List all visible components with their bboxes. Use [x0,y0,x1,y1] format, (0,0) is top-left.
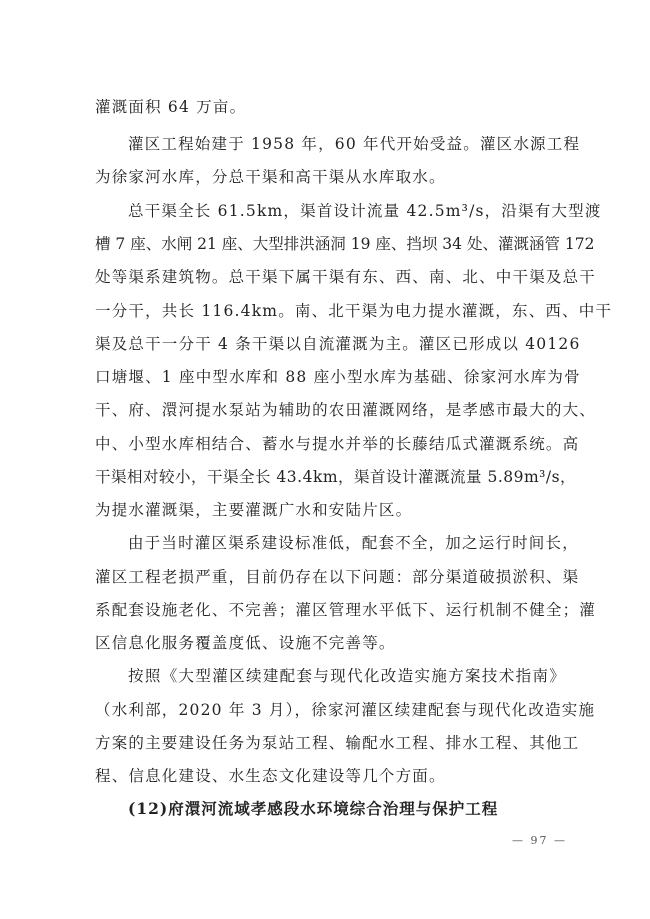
text-line: 灌溉面积 64 万亩。 [95,98,247,116]
text-line: 干、府、澴河提水泵站为辅助的农田灌溉网络，是孝感市最大的大、 [95,401,597,419]
section-heading: (12)府澴河流域孝感段水环境综合治理与保护工程 [128,799,499,818]
text-line: 槽 7 座、水闸 21 座、大型排洪涵洞 19 座、挡坝 34 处、灌溉涵管 172 [95,235,595,253]
text-line: 系配套设施老化、不完善；灌区管理水平低下、运行机制不健全；灌 [95,601,597,619]
text-line: 程、信息化建设、水生态文化建设等几个方面。 [95,767,446,785]
text-line: 口塘堰、1 座中型水库和 88 座小型水库为基础、徐家河水库为骨 [95,368,581,386]
text-line: 为提水灌溉渠，主要灌溉广水和安陆片区。 [95,501,413,519]
text-line: 灌区工程老损严重，目前仍存在以下问题：部分渠道破损淤积、渠 [95,568,580,586]
paragraph-start: 按照《大型灌区续建配套与现代化改造实施方案技术指南》 [128,667,566,685]
text-line: 区信息化服务覆盖度低、设施不完善等。 [95,634,396,652]
text-line: 渠及总干一分干 4 条干渠以自流灌溉为主。灌区已形成以 40126 [95,335,581,353]
paragraph-start: 灌区工程始建于 1958 年，60 年代开始受益。灌区水源工程 [128,135,581,153]
text-line: 干渠相对较小，干渠全长 43.4km，渠首设计灌溉流量 5.89m³/s， [95,468,577,486]
text-line: （水利部，2020 年 3 月），徐家河灌区续建配套与现代化改造实施 [95,701,596,719]
text-line: 为徐家河水库，分总干渠和高干渠从水库取水。 [95,168,446,186]
paragraph-start: 由于当时灌区渠系建设标准低，配套不全，加之运行时间长， [128,534,579,552]
page-number: — 97 — [512,834,567,847]
text-line: 方案的主要建设任务为泵站工程、输配水工程、排水工程、其他工 [95,734,580,752]
text-line: 中、小型水库相结合、蓄水与提水并举的长藤结瓜式灌溉系统。高 [95,435,580,453]
paragraph-start: 总干渠全长 61.5km，渠首设计流量 42.5m³/s，沿渠有大型渡 [128,202,602,220]
text-line: 处等渠系建筑物。总干渠下属干渠有东、西、南、北、中干渠及总干 [95,268,597,286]
text-line: 一分干，共长 116.4km。南、北干渠为电力提水灌溉，东、西、中干 [95,302,613,320]
